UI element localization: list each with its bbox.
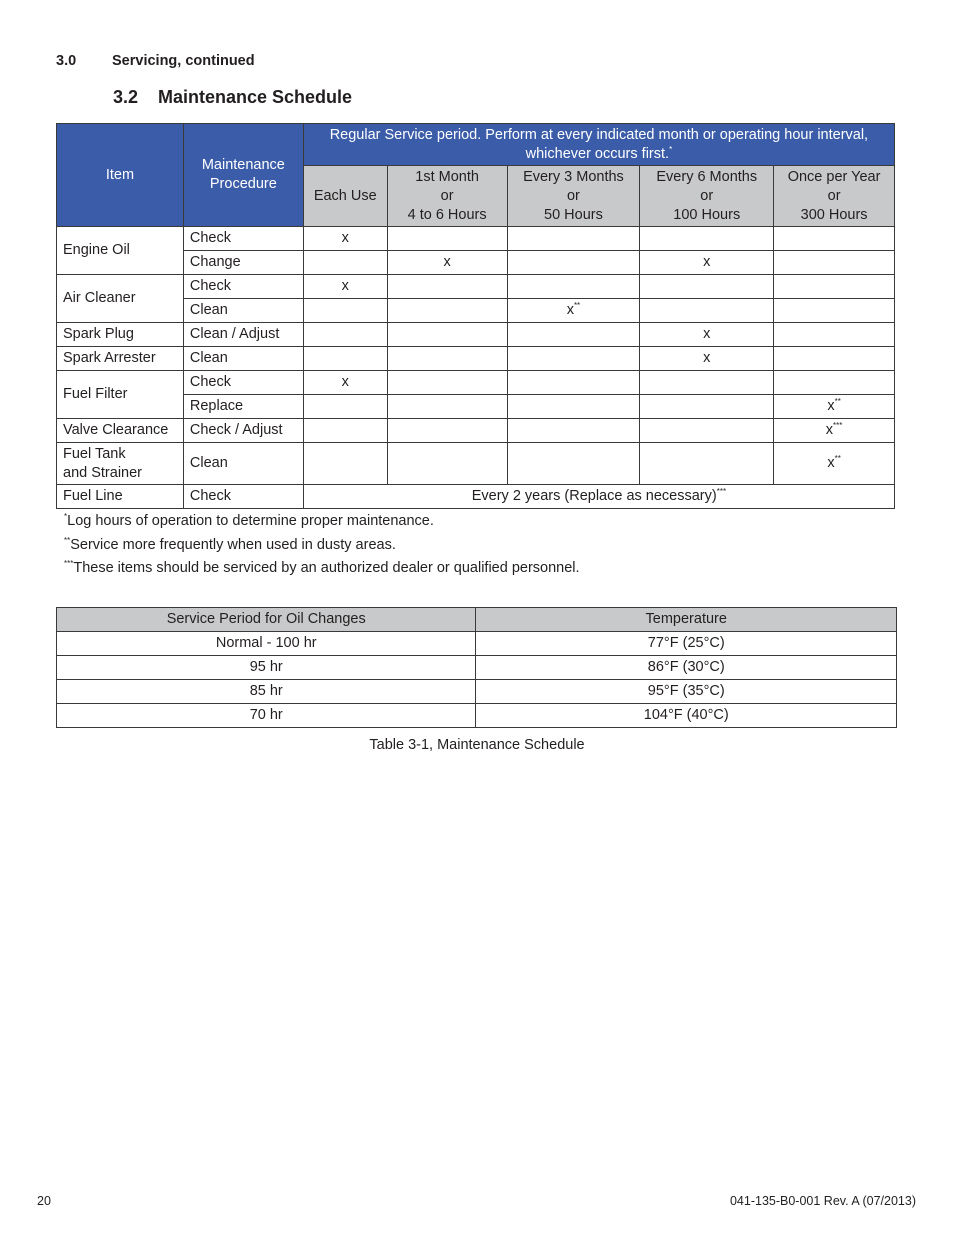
header-procedure-line2: Procedure [209, 176, 277, 192]
schedule-cell [774, 347, 895, 371]
schedule-cell: x [640, 347, 774, 371]
schedule-cell [640, 299, 774, 323]
interval-line2: or [827, 187, 841, 204]
footnote-mark: ** [573, 301, 581, 310]
item-cell: Fuel Line [57, 485, 184, 509]
mark-x: x [825, 422, 834, 438]
table-row [57, 419, 895, 443]
schedule-cell [507, 323, 640, 347]
procedure-cell: Clean [183, 299, 303, 323]
schedule-cell [640, 419, 774, 443]
schedule-cell [774, 419, 895, 443]
footnote [64, 560, 580, 576]
item-line1: Fuel Tank [63, 445, 126, 462]
period-cell: 95 hr [57, 656, 476, 680]
procedure-cell: Clean [183, 443, 303, 485]
footnote-mark: ** [834, 397, 841, 406]
footnote-text: These items should be serviced by an authorized dealer or qualified personnel. [73, 560, 580, 576]
period-cell: 70 hr [57, 704, 476, 728]
table-row [57, 371, 895, 395]
schedule-cell [774, 323, 895, 347]
table-row [57, 632, 897, 656]
table-row [57, 347, 895, 371]
item-cell: Spark Plug [57, 323, 184, 347]
procedure-cell: Replace [183, 395, 303, 419]
mark-x: x [827, 455, 835, 471]
interval-line1: 1st Month [415, 168, 479, 185]
schedule-cell [387, 275, 507, 299]
footnote-mark: *** [716, 487, 727, 496]
interval-line1: Every 3 Months [523, 168, 624, 185]
schedule-cell [640, 371, 774, 395]
schedule-span-cell [303, 485, 894, 509]
schedule-cell [507, 299, 640, 323]
item-cell [57, 443, 184, 485]
item-cell: Engine Oil [57, 227, 184, 275]
procedure-cell: Clean [183, 347, 303, 371]
schedule-cell [774, 371, 895, 395]
schedule-cell [640, 275, 774, 299]
procedure-cell: Check [183, 371, 303, 395]
schedule-cell [640, 443, 774, 485]
schedule-cell [774, 395, 895, 419]
schedule-cell [387, 419, 507, 443]
mark-x: x [827, 398, 835, 414]
schedule-cell: x [640, 251, 774, 275]
schedule-cell [774, 251, 895, 275]
table-row [57, 443, 895, 485]
footnote [64, 513, 434, 529]
table-caption: Table 3-1, Maintenance Schedule [369, 737, 585, 753]
item-cell: Valve Clearance [57, 419, 184, 443]
section-title: Servicing, continued [112, 53, 255, 69]
subsection-header [113, 87, 352, 108]
schedule-cell [507, 371, 640, 395]
schedule-cell [303, 251, 387, 275]
schedule-cell [507, 275, 640, 299]
interval-line2: or [566, 187, 580, 204]
oil-change-table [56, 607, 897, 728]
procedure-cell: Change [183, 251, 303, 275]
interval-each-use: Each Use [303, 166, 387, 227]
table-row [57, 680, 897, 704]
schedule-cell [507, 419, 640, 443]
schedule-cell: x [303, 227, 387, 251]
schedule-cell [387, 371, 507, 395]
table-row [57, 275, 895, 299]
service-period-text: Regular Service period. Perform at every indicated month or operating hour interval, whichever occurs first. [329, 126, 869, 162]
interval-line3: 50 Hours [544, 206, 603, 223]
schedule-cell [303, 323, 387, 347]
table-row [57, 704, 897, 728]
schedule-cell [507, 227, 640, 251]
span-text: Every 2 years (Replace as necessary) [471, 488, 717, 504]
interval-line1: Once per Year [787, 168, 881, 185]
schedule-cell [774, 299, 895, 323]
schedule-cell [303, 419, 387, 443]
schedule-cell [774, 275, 895, 299]
table-header-row [57, 608, 897, 632]
interval-line3: 100 Hours [673, 206, 741, 223]
item-cell: Fuel Filter [57, 371, 184, 419]
header-temperature: Temperature [476, 608, 897, 632]
mark-x: x [566, 302, 574, 318]
service-period-mark: * [669, 144, 673, 154]
footnote [64, 537, 396, 553]
table-row [57, 485, 895, 509]
schedule-cell [507, 251, 640, 275]
schedule-cell [303, 395, 387, 419]
interval-1st-month [387, 166, 507, 227]
header-service-period: Service Period for Oil Changes [57, 608, 476, 632]
page-number: 20 [37, 1194, 51, 1208]
interval-line2: or [440, 187, 454, 204]
schedule-cell [303, 443, 387, 485]
document-id: 041-135-B0-001 Rev. A (07/2013) [729, 1194, 916, 1208]
schedule-cell [640, 227, 774, 251]
schedule-cell [387, 443, 507, 485]
footnote-marker: ** [64, 536, 71, 545]
interval-3-months [507, 166, 640, 227]
table-row [57, 227, 895, 251]
procedure-cell: Check [183, 275, 303, 299]
interval-line3: 300 Hours [800, 206, 868, 223]
schedule-cell [387, 227, 507, 251]
header-procedure [183, 124, 303, 227]
procedure-cell: Check / Adjust [183, 419, 303, 443]
header-service-period [303, 124, 894, 166]
procedure-cell: Check [183, 227, 303, 251]
section-header [56, 53, 255, 69]
subsection-number: 3.2 [113, 87, 139, 107]
schedule-cell: x [387, 251, 507, 275]
subsection-title: Maintenance Schedule [158, 87, 353, 107]
table-row [57, 656, 897, 680]
schedule-cell [387, 299, 507, 323]
interval-6-months [640, 166, 774, 227]
schedule-cell: x [303, 275, 387, 299]
maintenance-schedule-table [56, 123, 895, 509]
interval-line1: Every 6 Months [656, 168, 758, 185]
footnote-text: Service more frequently when used in dusty areas. [70, 537, 396, 553]
schedule-cell [387, 395, 507, 419]
footnote-mark: *** [833, 421, 843, 430]
schedule-cell: x [303, 371, 387, 395]
header-item: Item [57, 124, 184, 227]
schedule-cell [303, 299, 387, 323]
temperature-cell: 104°F (40°C) [476, 704, 897, 728]
header-procedure-line1: Maintenance [201, 157, 285, 173]
footnote-mark: ** [834, 454, 841, 463]
interval-once-per-year [774, 166, 895, 227]
schedule-cell [640, 395, 774, 419]
schedule-cell [507, 443, 640, 485]
item-cell: Spark Arrester [57, 347, 184, 371]
interval-line3: 4 to 6 Hours [407, 206, 487, 223]
interval-line2: or [700, 187, 714, 204]
schedule-cell [774, 227, 895, 251]
procedure-cell: Clean / Adjust [183, 323, 303, 347]
item-line2: and Strainer [63, 464, 142, 481]
period-cell: Normal - 100 hr [57, 632, 476, 656]
temperature-cell: 86°F (30°C) [476, 656, 897, 680]
procedure-cell: Check [183, 485, 303, 509]
temperature-cell: 95°F (35°C) [476, 680, 897, 704]
item-cell: Air Cleaner [57, 275, 184, 323]
schedule-cell [387, 323, 507, 347]
schedule-cell: x [640, 323, 774, 347]
schedule-cell [387, 347, 507, 371]
table-row [57, 323, 895, 347]
schedule-cell [303, 347, 387, 371]
footnote-marker: *** [64, 559, 74, 568]
footnote-text: Log hours of operation to determine proper maintenance. [67, 513, 434, 529]
temperature-cell: 77°F (25°C) [476, 632, 897, 656]
schedule-cell [507, 347, 640, 371]
footnote-marker: * [64, 512, 68, 521]
period-cell: 85 hr [57, 680, 476, 704]
section-number: 3.0 [56, 53, 77, 69]
schedule-cell [507, 395, 640, 419]
schedule-cell [774, 443, 895, 485]
